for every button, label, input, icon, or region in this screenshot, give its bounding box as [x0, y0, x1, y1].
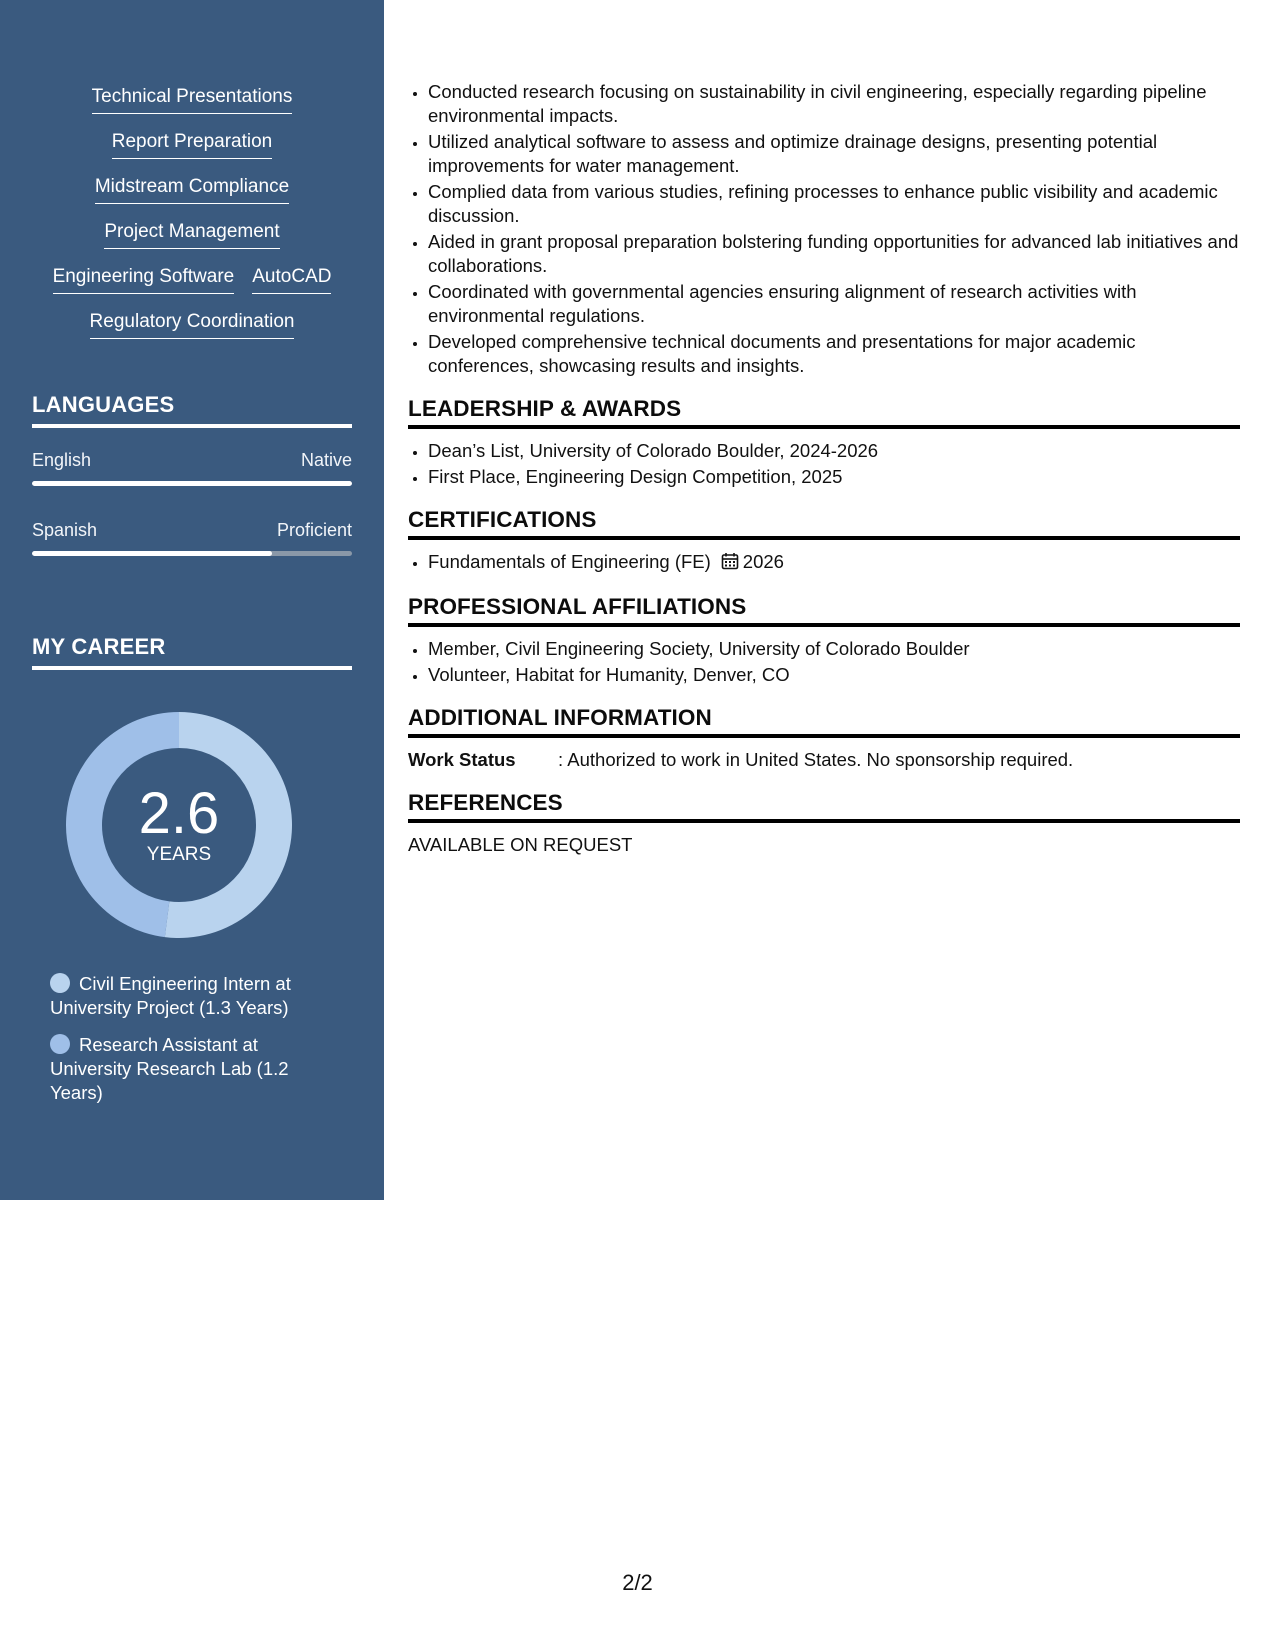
leadership-item: • Dean’s List, University of Colorado Boulder, 2024-2026 [428, 439, 1240, 463]
skill-row [32, 311, 352, 356]
skill-row [32, 266, 352, 311]
career-legend-item [50, 972, 320, 1020]
skill-chip: Engineering Software [53, 266, 235, 294]
career-legend-text: Research Assistant at University Research Lab (1.2 Years) [50, 1034, 289, 1103]
leadership-item: • First Place, Engineering Design Competition, 2025 [428, 465, 1240, 489]
career-donut-chart [66, 712, 292, 938]
sidebar [0, 0, 384, 1200]
career-legend-item [50, 1033, 320, 1105]
skills-list [32, 86, 352, 356]
skill-row [32, 86, 352, 131]
language-level: Native [300, 450, 352, 470]
skill-chip: Regulatory Coordination [90, 311, 295, 339]
leadership-heading: LEADERSHIP & AWARDS [408, 396, 1240, 429]
skill-chip: Project Management [104, 221, 279, 249]
language-proficiency-fill [32, 551, 272, 556]
experience-bullet: • Conducted research focusing on sustainability in civil engineering, especially regarding pipeline environmental impacts. [428, 80, 1240, 128]
language-proficiency-bar [32, 551, 352, 556]
career-heading: MY CAREER [32, 634, 352, 670]
language-level: Proficient [276, 520, 352, 540]
experience-bullet: • Developed comprehensive technical documents and presentations for major academic conferences, showcasing results and insights. [428, 330, 1240, 378]
experience-bullet: • Utilized analytical software to assess and optimize drainage designs, presenting potential improvements for water management. [428, 130, 1240, 178]
career-total-years: 2.6 [138, 781, 220, 846]
language-name: Spanish [32, 520, 98, 540]
skill-chip: Report Preparation [112, 131, 273, 159]
experience-bullet: • Coordinated with governmental agencies ensuring alignment of research activities with environmental regulations. [428, 280, 1240, 328]
legend-dot-icon [50, 973, 70, 993]
language-proficiency-fill [32, 481, 352, 486]
work-status-value: : Authorized to work in United States. No sponsorship required. [558, 749, 1074, 770]
language-item-english [32, 450, 352, 486]
skill-row [32, 221, 352, 266]
leadership-list [408, 439, 1240, 489]
certification-year: 2026 [742, 551, 784, 572]
language-proficiency-bar [32, 481, 352, 486]
career-legend-text: Civil Engineering Intern at University Project (1.3 Years) [50, 973, 291, 1018]
skill-chip: AutoCAD [252, 266, 331, 294]
references-text: AVAILABLE ON REQUEST [408, 834, 633, 855]
certifications-heading: CERTIFICATIONS [408, 507, 1240, 540]
certifications-list [408, 550, 1240, 576]
affiliations-heading: PROFESSIONAL AFFILIATIONS [408, 594, 1240, 627]
affiliations-list [408, 637, 1240, 687]
legend-dot-icon [50, 1034, 70, 1054]
languages-heading: LANGUAGES [32, 392, 352, 428]
main-content [408, 80, 1240, 857]
affiliation-item: • Volunteer, Habitat for Humanity, Denver, CO [428, 663, 1240, 687]
calendar-icon [721, 552, 739, 576]
certification-item [428, 550, 1240, 576]
skill-row [32, 176, 352, 221]
affiliation-item: • Member, Civil Engineering Society, University of Colorado Boulder [428, 637, 1240, 661]
work-status-label: Work Status [408, 749, 516, 770]
additional-info-heading: ADDITIONAL INFORMATION [408, 705, 1240, 738]
page-number: 2/2 [622, 1570, 653, 1595]
experience-bullet: • Complied data from various studies, refining processes to enhance public visibility and academic discussion. [428, 180, 1240, 228]
career-years-unit: YEARS [146, 844, 212, 865]
certification-name: Fundamentals of Engineering (FE) [428, 551, 711, 572]
work-status-row [408, 748, 1240, 772]
skill-chip: Midstream Compliance [95, 176, 289, 204]
experience-bullets [408, 80, 1240, 378]
skill-row [32, 131, 352, 176]
career-legend [50, 972, 320, 1118]
language-item-spanish [32, 520, 352, 556]
experience-bullet: • Aided in grant proposal preparation bolstering funding opportunities for advanced lab initiatives and collaborations. [428, 230, 1240, 278]
references-heading: REFERENCES [408, 790, 1240, 823]
language-name: English [32, 450, 92, 470]
skill-chip: Technical Presentations [92, 86, 293, 114]
